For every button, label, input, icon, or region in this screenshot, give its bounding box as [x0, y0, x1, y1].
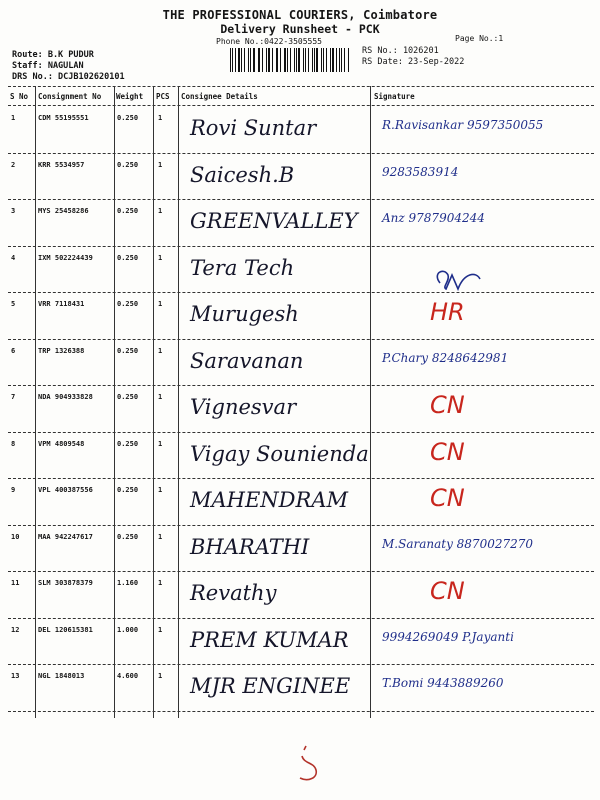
weight-value: 0.250 [117, 160, 139, 169]
barcode-bar [326, 48, 327, 72]
signature-handwritten: 9283583914 [382, 164, 459, 179]
serial-number: 11 [11, 579, 20, 587]
barcode-bar [316, 48, 318, 72]
barcode-bar [305, 48, 306, 72]
serial-number: 13 [11, 672, 20, 680]
column-divider [35, 86, 36, 718]
pcs-value: 1 [158, 579, 163, 587]
weight-value: 0.250 [117, 346, 139, 355]
staff-label: Staff: NAGULAN [12, 61, 84, 71]
consignment-number: VPM 4809548 [38, 439, 85, 448]
barcode-bar [314, 48, 315, 72]
weight-value: 0.250 [117, 439, 139, 448]
column-divider [178, 86, 179, 718]
col-header-consignment: Consignment No [38, 92, 102, 101]
consignee-handwritten: MJR ENGINEE [190, 674, 351, 698]
consignee-handwritten: BHARATHI [190, 534, 310, 559]
barcode-bar [268, 48, 270, 72]
signature-handwritten: 9994269049 P.Jayanti [382, 629, 514, 644]
col-header-consignee: Consignee Details [181, 92, 258, 101]
barcode-bar [348, 48, 349, 72]
signature-handwritten: HR [430, 298, 465, 326]
consignee-handwritten: PREM KUMAR [190, 627, 349, 652]
consignee-handwritten: Vignesvar [190, 395, 297, 419]
consignee-handwritten: Murugesh [190, 302, 299, 326]
signature-handwritten: M.Saranaty 8870027270 [382, 536, 534, 551]
consignee-handwritten: Revathy [190, 581, 277, 605]
col-header-weight: Weight [116, 92, 144, 101]
column-divider [114, 86, 115, 718]
table-top-rule [8, 86, 594, 87]
signature-scribble [430, 265, 490, 295]
barcode-bar [296, 48, 297, 72]
pcs-value: 1 [158, 532, 163, 541]
barcode-bar [244, 48, 245, 72]
row-divider [8, 571, 594, 572]
barcode-bar [339, 48, 340, 72]
row-divider [8, 525, 594, 526]
barcode-bar [312, 48, 313, 72]
consignment-number: IXM 502224439 [38, 253, 93, 262]
col-header-signature: Signature [374, 92, 415, 101]
signature-handwritten: R.Ravisankar 9597350055 [382, 118, 544, 132]
barcode-bar [238, 48, 240, 72]
consignee-handwritten: Rovi Suntar [190, 116, 317, 140]
consignee-handwritten: GREENVALLEY [190, 209, 358, 233]
barcode-bar [294, 48, 295, 72]
consignment-number: MYS 25458286 [38, 207, 89, 215]
weight-value: 0.250 [117, 300, 139, 308]
pcs-value: 1 [158, 346, 163, 355]
barcode-bar [321, 48, 322, 72]
serial-number: 5 [11, 300, 16, 308]
signature-handwritten: P.Chary 8248642981 [382, 350, 509, 365]
barcode-bar [344, 48, 345, 72]
serial-number: 10 [11, 532, 20, 541]
consignment-number: MAA 942247617 [38, 532, 93, 541]
pcs-value: 1 [158, 439, 163, 448]
barcode-bar [253, 48, 255, 72]
weight-value: 0.250 [117, 393, 139, 401]
barcode-bar [298, 48, 300, 72]
consignee-handwritten: Vigay Sounienda [190, 441, 369, 466]
table-header-rule [8, 105, 594, 106]
pcs-value: 1 [158, 486, 163, 494]
serial-number: 1 [11, 114, 16, 122]
weight-value: 1.000 [117, 625, 139, 634]
barcode-bar [276, 48, 277, 72]
pcs-value: 1 [158, 393, 163, 401]
consignee-handwritten: Saicesh.B [190, 162, 295, 187]
consignment-number: KRR 5534957 [38, 160, 85, 169]
pcs-value: 1 [158, 253, 163, 262]
barcode-bar [336, 48, 337, 72]
barcode-bar [330, 48, 331, 72]
barcode-bar [259, 48, 260, 72]
barcode-bar [290, 48, 291, 72]
signature-handwritten: CN [430, 391, 465, 419]
consignee-handwritten: Saravanan [190, 348, 304, 373]
serial-number: 7 [11, 393, 16, 401]
serial-number: 8 [11, 439, 16, 448]
barcode-bar [332, 48, 334, 72]
barcode-bar [303, 48, 304, 72]
weight-value: 0.250 [117, 253, 139, 262]
phone-number: Phone No.:0422-3505555 [216, 37, 322, 46]
weight-value: 0.250 [117, 114, 139, 122]
column-divider [370, 86, 371, 718]
barcode-bar [323, 48, 324, 72]
consignee-handwritten: MAHENDRAM [190, 488, 349, 512]
pcs-value: 1 [158, 160, 163, 169]
serial-number: 2 [11, 160, 16, 169]
serial-number: 4 [11, 253, 16, 262]
page-number: Page No.:1 [455, 34, 504, 43]
barcode-bar [287, 48, 288, 72]
barcode [230, 48, 350, 72]
row-divider [8, 618, 594, 619]
column-divider [153, 86, 154, 718]
barcode-bar [272, 48, 273, 72]
pcs-value: 1 [158, 300, 163, 308]
row-divider [8, 246, 594, 247]
barcode-bar [235, 48, 236, 72]
runsheet-subtitle: Delivery Runsheet - PCK [220, 22, 380, 36]
col-header-pcs: PCS [156, 92, 170, 101]
row-divider [8, 153, 594, 154]
weight-value: 0.250 [117, 486, 139, 494]
barcode-bar [250, 48, 251, 72]
consignment-number: CDM 55195551 [38, 114, 89, 122]
pcs-value: 1 [158, 625, 163, 634]
signature-handwritten: Anz 9787904244 [382, 211, 485, 225]
pen-mark [296, 744, 326, 784]
consignment-number: VRR 7118431 [38, 300, 85, 308]
serial-number: 9 [11, 486, 16, 494]
drs-number: DRS No.: DCJB102620101 [12, 72, 125, 82]
barcode-bar [258, 48, 259, 72]
serial-number: 3 [11, 207, 16, 215]
row-divider [8, 711, 594, 712]
consignment-number: SLM 303878379 [38, 579, 93, 587]
consignment-number: VPL 400387556 [38, 486, 93, 494]
weight-value: 0.250 [117, 207, 139, 215]
pcs-value: 1 [158, 672, 163, 680]
consignment-number: NDA 904933828 [38, 393, 93, 401]
barcode-bar [266, 48, 267, 72]
weight-value: 0.250 [117, 532, 139, 541]
row-divider [8, 292, 594, 293]
signature-handwritten: CN [430, 577, 465, 605]
signature-handwritten: T.Bomi 9443889260 [382, 676, 504, 690]
consignment-number: DEL 120615381 [38, 625, 93, 634]
serial-number: 6 [11, 346, 16, 355]
row-divider [8, 339, 594, 340]
row-divider [8, 432, 594, 433]
barcode-bar [241, 48, 242, 72]
row-divider [8, 385, 594, 386]
signature-handwritten: CN [430, 437, 465, 466]
row-divider [8, 199, 594, 200]
route-label: Route: B.K PUDUR [12, 50, 94, 60]
barcode-bar [341, 48, 342, 72]
company-title: THE PROFESSIONAL COURIERS, Coimbatore [162, 8, 438, 22]
col-header-sno: S No [10, 92, 29, 101]
pcs-value: 1 [158, 207, 163, 215]
barcode-bar [262, 48, 263, 72]
weight-value: 1.160 [117, 579, 139, 587]
barcode-bar [232, 48, 233, 72]
barcode-bar [308, 48, 309, 72]
barcode-bar [248, 48, 249, 72]
barcode-bar [280, 48, 281, 72]
signature-handwritten: CN [430, 484, 465, 512]
serial-number: 12 [11, 625, 20, 634]
rs-date: RS Date: 23-Sep-2022 [362, 57, 465, 67]
consignment-number: NGL 1848013 [38, 672, 85, 680]
consignment-number: TRP 1326388 [38, 346, 85, 355]
row-divider [8, 478, 594, 479]
rs-number: RS No.: 1026201 [362, 46, 439, 56]
barcode-bar [284, 48, 286, 72]
weight-value: 4.600 [117, 672, 139, 680]
barcode-bar [277, 48, 278, 72]
row-divider [8, 664, 594, 665]
pcs-value: 1 [158, 114, 163, 122]
barcode-bar [230, 48, 231, 72]
consignee-handwritten: Tera Tech [190, 255, 295, 280]
